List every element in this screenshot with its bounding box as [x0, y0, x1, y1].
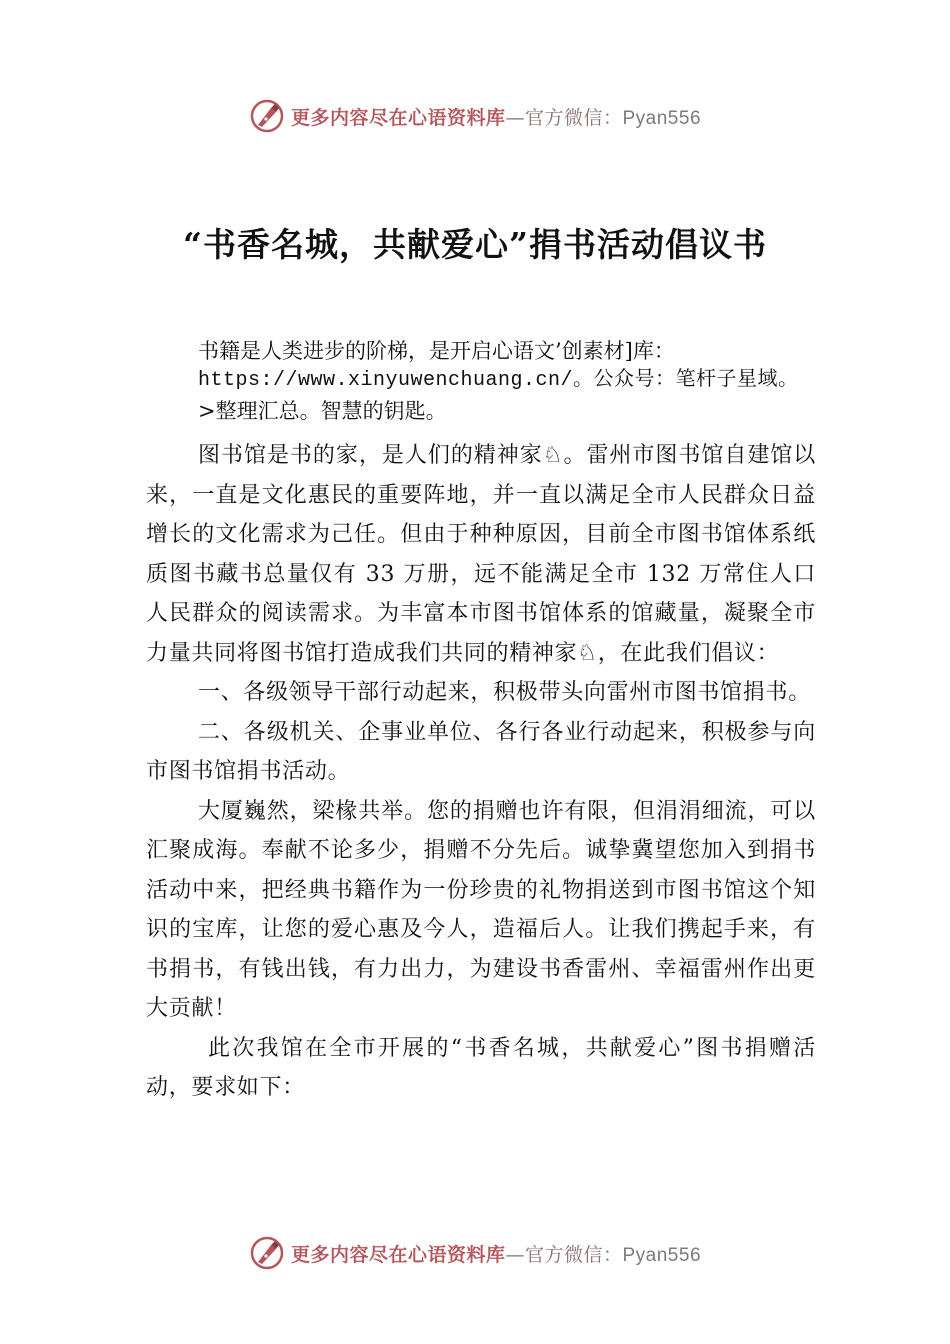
header-watermark-banner: [0, 96, 950, 136]
paragraph-proposal-2: 二、各级机关、企事业单位、各行各业行动起来，积极参与向市图书馆捐书活动。: [146, 719, 816, 784]
paragraph-appeal: 大厦巍然，梁椽共举。您的捐赠也许有限，但涓涓细流，可以汇聚成海。奉献不论多少，捐赠不分先后。诚挚冀望您加入到捐书活动中来，把经典书籍作为一份珍贵的礼物捐送到市图书馆这个知识的宝库，让您的爱心惠及今人，造福后人。让我们携起手来，有书捐书，有钱出钱，有力出力，为建设书香雷州、幸福雷州作出更大贡献！: [146, 798, 816, 1021]
paragraph-library-intro: 图书馆是书的家，是人们的精神家♘。雷州市图书馆自建馆以来，一直是文化惠民的重要阵地，并一直以满足全市人民群众日益增长的文化需求为己任。但由于种种原因，目前全市图书馆体系纸质图书藏书总量仅有 33 万册，远不能满足全市 132 万常住人口人民群众的阅读需求。为丰富本市图书馆体系的馆藏量，凝聚全市力量共同将图书馆打造成我们共同的精神家♘，在此我们倡议：: [146, 443, 816, 666]
pen-nib-logo-icon: [249, 1235, 285, 1271]
intro-line-2: https://www.xinyuwenchuang.cn/。公众号：笔杆子星域。: [198, 369, 799, 392]
watermark-text: [291, 103, 701, 130]
paragraph-requirements-intro: 此次我馆在全市开展的“书香名城，共献爱心”图书捐赠活动，要求如下：: [146, 1035, 816, 1100]
paragraph-proposal-1: 一、各级领导干部行动起来，积极带头向雷州市图书馆捐书。: [198, 680, 811, 705]
intro-line-1: 书籍是人类进步的阶梯，是开启心语文’创素材]库：: [198, 339, 675, 363]
intro-block: [198, 336, 816, 426]
watermark-separator: —: [505, 1243, 525, 1266]
document-body: [146, 336, 816, 1108]
watermark-wechat-id: Pyan556: [622, 1244, 702, 1266]
document-title: “书香名城，共献爱心”捐书活动倡议书: [183, 225, 767, 264]
watermark-label: 官方微信：: [524, 1243, 623, 1266]
footer-watermark-banner: [0, 1233, 950, 1273]
pen-nib-logo-icon: [249, 98, 285, 134]
watermark-wechat-id: Pyan556: [622, 107, 702, 129]
intro-line-3: >整理汇总。智慧的钥匙。: [198, 399, 447, 423]
watermark-label: 官方微信：: [524, 106, 623, 129]
watermark-brand: 更多内容尽在心语资料库: [290, 106, 506, 129]
watermark-separator: —: [505, 106, 525, 129]
watermark-brand: 更多内容尽在心语资料库: [290, 1243, 506, 1266]
watermark-text: [291, 1240, 701, 1267]
